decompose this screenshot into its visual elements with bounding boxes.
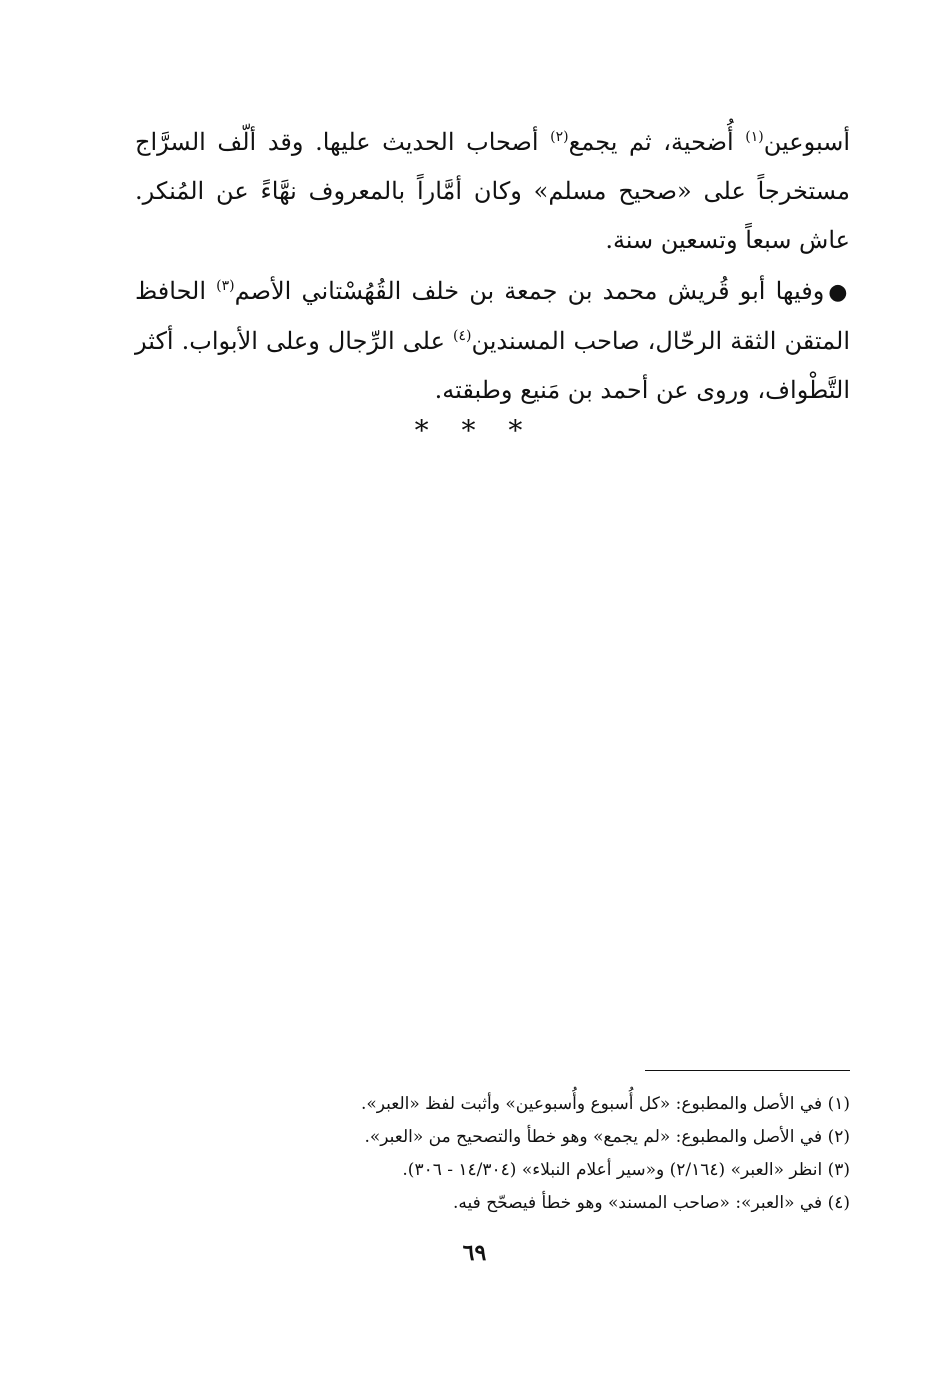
main-text <box>135 118 850 415</box>
text-segment: على الرِّجال وعلى الأبواب. أكثر التَّطْواف، وروى عن أحمد بن مَنيع وطبقته. <box>135 327 850 404</box>
text-segment: أصحاب الحديث عليها. وقد ألّف السرَّاج مستخرجاً على «صحيح مسلم» وكان أمَّاراً بالمعروف نهَّاءً عن المُنكر. عاش سبعاً وتسعين سنة. <box>135 128 850 254</box>
bullet-icon: ● <box>828 280 850 305</box>
paragraph-2 <box>135 267 850 415</box>
page-number: ٦٩ <box>462 1240 487 1266</box>
text-segment: أسبوعين <box>763 128 850 156</box>
section-separator: * * * <box>414 414 535 447</box>
text-segment: وفيها أبو قُريش محمد بن جمعة بن خلف القُهُسْتاني الأصم <box>234 277 825 305</box>
footnote-4: (٤) في «العبر»: «صاحب المسند» وهو خطأ فيصحّح فيه. <box>453 1193 850 1213</box>
footnote-ref-2: (٢) <box>550 129 569 145</box>
footnote-rule <box>645 1070 850 1071</box>
footnote-3: (٣) انظر «العبر» (٢/١٦٤) و«سير أعلام النبلاء» (١٤/٣٠٤ - ٣٠٦). <box>402 1160 850 1180</box>
footnote-ref-4: (٤) <box>452 328 472 344</box>
footnote-ref-3: (٣) <box>216 278 235 294</box>
text-segment: أُضحية، ثم يجمع <box>568 128 746 156</box>
footnote-ref-1: (١) <box>745 129 764 145</box>
footnote-2: (٢) في الأصل والمطبوع: «لم يجمع» وهو خطأ والتصحيح من «العبر». <box>364 1127 850 1147</box>
footnotes <box>290 1088 850 1220</box>
text-segment: الحافظ المتقن الثقة الرحّال، صاحب المسندين <box>135 277 851 355</box>
paragraph-1 <box>135 118 850 265</box>
footnote-1: (١) في الأصل والمطبوع: «كل أُسبوع وأُسبوعين» وأثبت لفظ «العبر». <box>360 1094 850 1114</box>
